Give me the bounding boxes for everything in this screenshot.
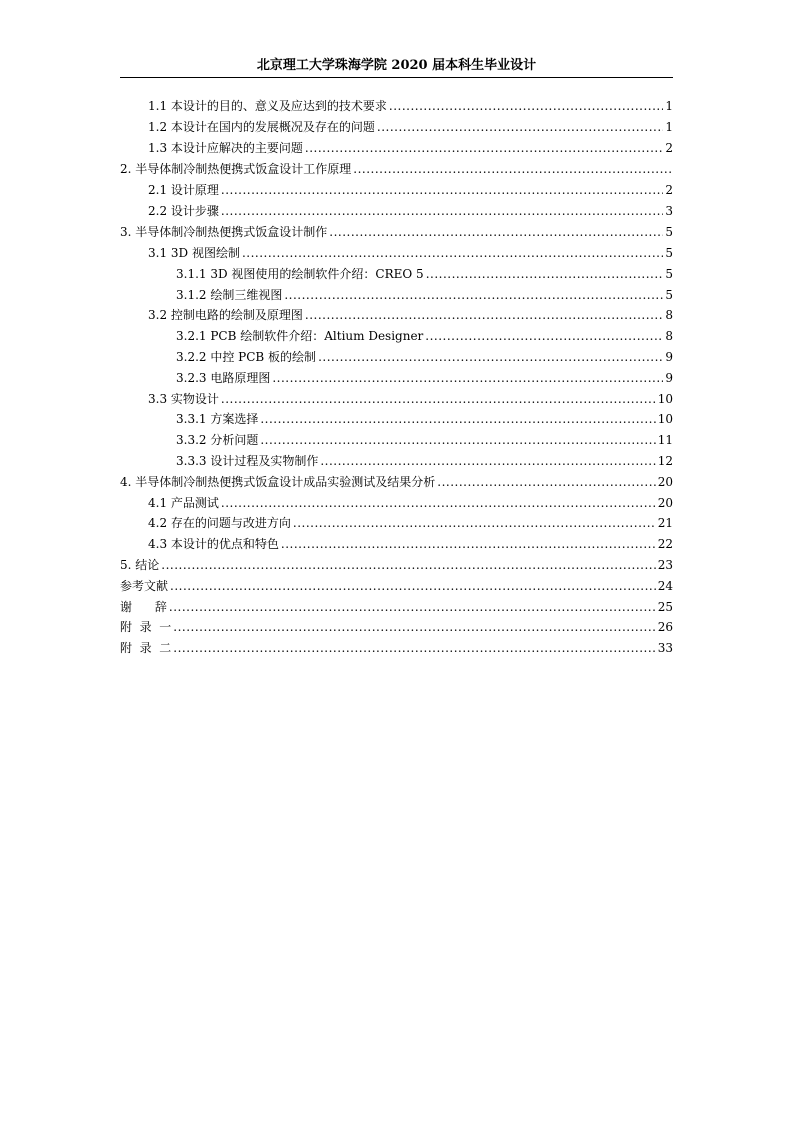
toc-entry-references[interactable] xyxy=(120,576,673,596)
toc-dot-leader xyxy=(318,347,663,367)
toc-entry-title: 2.1 设计原理 xyxy=(148,183,219,197)
toc-entry-title: 3.3.1 方案选择 xyxy=(176,412,259,426)
toc-entry-page: 5 xyxy=(665,225,673,239)
toc-dot-leader xyxy=(281,534,656,554)
toc-dot-leader xyxy=(426,264,664,284)
toc-dot-leader xyxy=(284,285,663,305)
toc-dot-leader xyxy=(353,159,671,179)
toc-entry-page: 3 xyxy=(665,204,673,218)
toc-entry-title: 3.2.3 电路原理图 xyxy=(176,371,271,385)
toc-dot-leader xyxy=(242,243,663,263)
toc-entry-title: 谢 辞 xyxy=(120,600,167,614)
toc-entry-title: 2. 半导体制冷制热便携式饭盒设计工作原理 xyxy=(120,162,352,176)
toc-entry-page: 22 xyxy=(657,537,673,551)
toc-entry-1-1[interactable] xyxy=(148,96,673,116)
toc-dot-leader xyxy=(161,555,655,575)
toc-entry-title: 1.1 本设计的目的、意义及应达到的技术要求 xyxy=(148,99,387,113)
toc-entry-page: 26 xyxy=(657,620,673,634)
toc-entry-2-1[interactable] xyxy=(148,180,673,200)
toc-entry-3-1-1[interactable] xyxy=(176,264,673,284)
toc-entry-page: 8 xyxy=(665,308,673,322)
toc-entry-page: 8 xyxy=(665,329,673,343)
toc-dot-leader xyxy=(260,430,655,450)
toc-entry-page: 1 xyxy=(665,99,673,113)
toc-entry-title: 4.2 存在的问题与改进方向 xyxy=(148,516,291,530)
toc-entry-page: 9 xyxy=(665,371,673,385)
toc-entry-page: 25 xyxy=(657,600,673,614)
toc-entry-title: 3.3.2 分析问题 xyxy=(176,433,259,447)
toc-entry-2[interactable] xyxy=(120,159,673,179)
toc-entry-3-3-1[interactable] xyxy=(176,409,673,429)
toc-entry-page: 12 xyxy=(657,454,673,468)
page-header-title: 北京理工大学珠海学院 2020 届本科生毕业设计 xyxy=(256,58,537,73)
toc-entry-title: 3.1.2 绘制三维视图 xyxy=(176,288,283,302)
toc-entry-acknowledgements[interactable] xyxy=(120,597,673,617)
toc-dot-leader xyxy=(389,96,663,116)
toc-dot-leader xyxy=(329,222,663,242)
toc-entry-page: 21 xyxy=(657,516,673,530)
toc-dot-leader xyxy=(260,409,655,429)
toc-entry-title: 5. 结论 xyxy=(120,558,160,572)
toc-entry-appendix-2[interactable] xyxy=(120,638,673,658)
toc-dot-leader xyxy=(221,180,663,200)
toc-entry-title: 附 录 二 xyxy=(120,641,172,655)
toc-dot-leader xyxy=(437,472,655,492)
toc-dot-leader xyxy=(170,576,656,596)
toc-dot-leader xyxy=(173,617,655,637)
toc-entry-title: 3.3 实物设计 xyxy=(148,392,219,406)
toc-entry-3-2[interactable] xyxy=(148,305,673,325)
toc-dot-leader xyxy=(221,201,663,221)
toc-entry-3-2-3[interactable] xyxy=(176,368,673,388)
toc-entry-title: 1.3 本设计应解决的主要问题 xyxy=(148,141,303,155)
toc-dot-leader xyxy=(377,117,663,137)
toc-dot-leader xyxy=(221,493,656,513)
toc-entry-title: 3.2 控制电路的绘制及原理图 xyxy=(148,308,303,322)
toc-entry-3-1[interactable] xyxy=(148,243,673,263)
toc-entry-title: 1.2 本设计在国内的发展概况及存在的问题 xyxy=(148,120,375,134)
toc-entry-title: 2.2 设计步骤 xyxy=(148,204,219,218)
toc-entry-page: 2 xyxy=(665,183,673,197)
toc-entry-4[interactable] xyxy=(120,472,673,492)
toc-entry-appendix-1[interactable] xyxy=(120,617,673,637)
toc-entry-3-2-2[interactable] xyxy=(176,347,673,367)
toc-entry-title: 4.1 产品测试 xyxy=(148,496,219,510)
toc-entry-title: 3.1 3D 视图绘制 xyxy=(148,246,240,260)
toc-entry-page: 20 xyxy=(657,475,673,489)
toc-dot-leader xyxy=(169,597,656,617)
toc-entry-4-2[interactable] xyxy=(148,513,673,533)
toc-entry-title: 4. 半导体制冷制热便携式饭盒设计成品实验测试及结果分析 xyxy=(120,475,436,489)
toc-entry-title: 3.2.1 PCB 绘制软件介绍：Altium Designer xyxy=(176,329,424,343)
toc-entry-page: 9 xyxy=(665,350,673,364)
toc-entry-title: 附 录 一 xyxy=(120,620,172,634)
toc-entry-3[interactable] xyxy=(120,222,673,242)
toc-dot-leader xyxy=(320,451,655,471)
toc-entry-title: 3. 半导体制冷制热便携式饭盒设计制作 xyxy=(120,225,328,239)
toc-entry-page: 5 xyxy=(665,246,673,260)
toc-entry-1-2[interactable] xyxy=(148,117,673,137)
toc-entry-3-3[interactable] xyxy=(148,389,673,409)
toc-entry-page: 5 xyxy=(665,267,673,281)
toc-entry-4-3[interactable] xyxy=(148,534,673,554)
toc-entry-page: 5 xyxy=(665,288,673,302)
toc-entry-page: 24 xyxy=(657,579,673,593)
toc-entry-3-1-2[interactable] xyxy=(176,285,673,305)
toc-dot-leader xyxy=(293,513,656,533)
toc-entry-page: 11 xyxy=(657,433,673,447)
toc-entry-page: 33 xyxy=(657,641,673,655)
toc-entry-page: 2 xyxy=(665,141,673,155)
toc-entry-2-2[interactable] xyxy=(148,201,673,221)
toc-entry-page: 10 xyxy=(657,412,673,426)
toc-dot-leader xyxy=(272,368,663,388)
toc-entry-title: 3.3.3 设计过程及实物制作 xyxy=(176,454,319,468)
toc-entry-page: 10 xyxy=(657,392,673,406)
toc-dot-leader xyxy=(305,138,663,158)
toc-entry-3-2-1[interactable] xyxy=(176,326,673,346)
toc-entry-page: 20 xyxy=(657,496,673,510)
toc-entry-3-3-2[interactable] xyxy=(176,430,673,450)
toc-entry-title: 4.3 本设计的优点和特色 xyxy=(148,537,279,551)
toc-entry-3-3-3[interactable] xyxy=(176,451,673,471)
toc-entry-title: 3.2.2 中控 PCB 板的绘制 xyxy=(176,350,317,364)
toc-entry-page: 1 xyxy=(665,120,673,134)
toc-dot-leader xyxy=(305,305,663,325)
toc-entry-4-1[interactable] xyxy=(148,493,673,513)
toc-entry-title: 3.1.1 3D 视图使用的绘制软件介绍：CREO 5 xyxy=(176,267,424,281)
toc-entry-title: 参考文献 xyxy=(120,579,169,593)
toc-entry-1-3[interactable] xyxy=(148,138,673,158)
toc-entry-page: 23 xyxy=(657,558,673,572)
toc-dot-leader xyxy=(221,389,656,409)
header-divider xyxy=(120,77,673,78)
toc-dot-leader xyxy=(173,638,655,658)
toc-entry-5[interactable] xyxy=(120,555,673,575)
toc-dot-leader xyxy=(425,326,663,346)
